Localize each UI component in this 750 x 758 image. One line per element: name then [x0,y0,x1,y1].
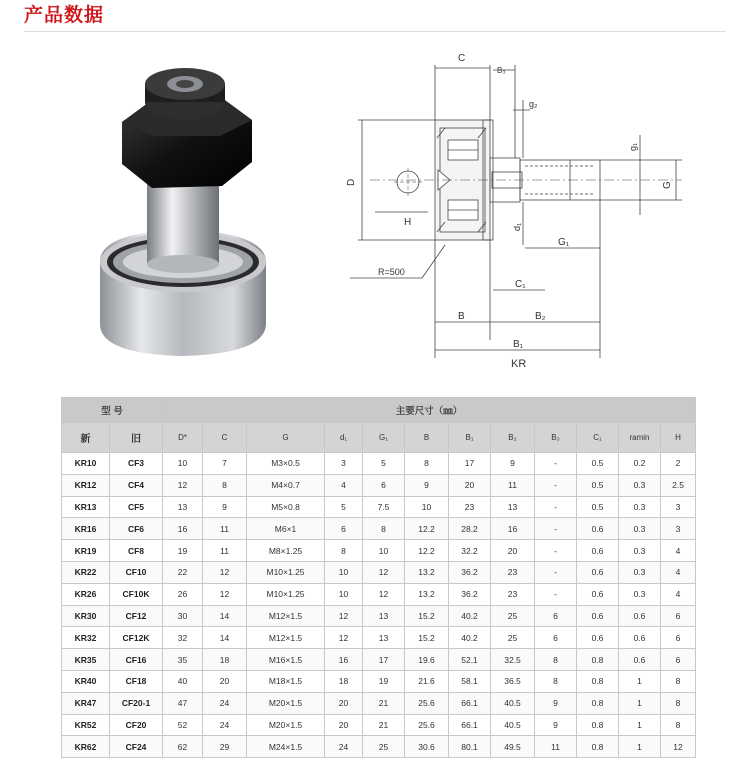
column-header: C [203,423,247,453]
table-row [62,670,696,692]
dimension-cell: - [535,496,577,518]
dimension-cell: 24 [203,692,247,714]
label-G1: G₁ [558,237,570,248]
table-row [62,540,696,562]
dimension-cell: 30.6 [405,736,449,758]
dimension-cell: - [535,453,577,475]
table-row [62,561,696,583]
dimension-cell: M20×1.5 [247,692,325,714]
column-header: G₁ [363,423,405,453]
dimension-cell: 12 [325,627,363,649]
label-B3: B₃ [497,66,506,75]
dimension-cell: 13 [491,496,535,518]
dimension-cell: 1 [619,736,661,758]
dimension-cell: 8 [203,474,247,496]
model-new-cell: KR30 [62,605,110,627]
table-row [62,496,696,518]
dimension-cell: 17 [363,649,405,671]
column-header: C₁ [577,423,619,453]
dimension-cell: 9 [535,692,577,714]
dimension-cell: 12 [203,583,247,605]
dimension-cell: 25.6 [405,692,449,714]
dimension-cell: 0.2 [619,453,661,475]
model-old-cell: CF3 [110,453,163,475]
dimension-cell: 49.5 [491,736,535,758]
table-row [62,692,696,714]
dimension-cell: 9 [491,453,535,475]
dimension-cell: 23 [449,496,491,518]
dimension-cell: 15.2 [405,605,449,627]
dimension-cell: 12 [163,474,203,496]
dimension-cell: 9 [203,496,247,518]
dimension-cell: 12.2 [405,518,449,540]
dimension-cell: 7.5 [363,496,405,518]
label-B1: B₁ [513,339,524,350]
dimension-cell: 25 [491,605,535,627]
dimension-cell: M12×1.5 [247,605,325,627]
model-new-cell: KR32 [62,627,110,649]
dimension-cell: M5×0.8 [247,496,325,518]
dimension-cell: 40.5 [491,714,535,736]
dimension-cell: 1 [619,670,661,692]
label-d1: d₁ [512,222,522,231]
model-old-cell: CF6 [110,518,163,540]
dimension-cell: 8 [661,670,696,692]
column-header: B [405,423,449,453]
dimension-cell: 11 [203,518,247,540]
model-old-cell: CF10 [110,561,163,583]
dimension-cell: 16 [163,518,203,540]
col-new: 新 [62,423,110,453]
dimension-cell: 12 [325,605,363,627]
label-C: C [458,53,466,64]
dimension-cell: 6 [661,605,696,627]
table-row [62,649,696,671]
dimension-cell: 13 [363,605,405,627]
column-header: B₁ [449,423,491,453]
dimension-cell: 13 [363,627,405,649]
dimension-cell: 80.1 [449,736,491,758]
dimension-cell: 0.5 [577,474,619,496]
dimension-cell: 7 [203,453,247,475]
model-old-cell: CF20-1 [110,692,163,714]
model-new-cell: KR47 [62,692,110,714]
dimension-cell: 40.2 [449,627,491,649]
model-new-cell: KR40 [62,670,110,692]
model-new-cell: KR10 [62,453,110,475]
dimension-cell: 12 [661,736,696,758]
dimension-cell: 10 [405,496,449,518]
dimension-cell: 18 [203,649,247,671]
dimension-cell: 32.2 [449,540,491,562]
dimension-cell: 0.3 [619,561,661,583]
dimension-cell: 8 [661,692,696,714]
dimension-cell: 0.8 [577,736,619,758]
dimension-cell: 14 [203,627,247,649]
dimension-cell: 62 [163,736,203,758]
dimension-cell: 12.2 [405,540,449,562]
dimension-cell: 0.3 [619,583,661,605]
dimension-cell: 58.1 [449,670,491,692]
dimension-cell: 25 [363,736,405,758]
dimension-cell: 8 [405,453,449,475]
label-model: KR [511,358,527,370]
dimension-cell: 2 [661,453,696,475]
dimension-cell: 66.1 [449,692,491,714]
dimension-cell: 21.6 [405,670,449,692]
dimension-cell: 12 [363,561,405,583]
label-D: D [346,178,357,186]
dimension-cell: 32 [163,627,203,649]
dimension-cell: 6 [535,605,577,627]
dimension-cell: 30 [163,605,203,627]
model-old-cell: CF4 [110,474,163,496]
dimension-cell: 0.6 [619,605,661,627]
dimension-cell: 21 [363,692,405,714]
dimension-cell: 8 [661,714,696,736]
model-old-cell: CF24 [110,736,163,758]
dimension-cell: 10 [325,583,363,605]
dimension-cell: 0.5 [577,453,619,475]
dimension-cell: M10×1.25 [247,561,325,583]
table-row [62,714,696,736]
dimension-cell: 25.6 [405,714,449,736]
dimension-cell: 0.6 [577,561,619,583]
table-row [62,583,696,605]
table-row [62,627,696,649]
dimension-cell: 20 [325,714,363,736]
column-header: d₁ [325,423,363,453]
column-header: B₃ [535,423,577,453]
dimension-cell: 1 [619,692,661,714]
dimension-cell: 14 [203,605,247,627]
label-B: B [458,311,465,322]
dimension-cell: 3 [661,496,696,518]
model-new-cell: KR35 [62,649,110,671]
dimension-cell: 19.6 [405,649,449,671]
dimension-cell: 0.6 [619,627,661,649]
model-new-cell: KR16 [62,518,110,540]
title-divider [24,31,726,32]
dimension-cell: 6 [325,518,363,540]
dimension-cell: 19 [363,670,405,692]
dimension-cell: 20 [491,540,535,562]
model-old-cell: CF5 [110,496,163,518]
dimension-cell: 6 [535,627,577,649]
dimension-cell: 0.3 [619,540,661,562]
dimension-cell: 8 [535,649,577,671]
model-new-cell: KR52 [62,714,110,736]
dimension-cell: 8 [535,670,577,692]
dimension-cell: 20 [449,474,491,496]
dimension-cell: M10×1.25 [247,583,325,605]
model-new-cell: KR12 [62,474,110,496]
dimension-cell: M8×1.25 [247,540,325,562]
dimension-cell: M4×0.7 [247,474,325,496]
dimension-cell: - [535,474,577,496]
model-old-cell: CF12 [110,605,163,627]
dimension-cell: 10 [363,540,405,562]
dimension-cell: M20×1.5 [247,714,325,736]
table-row [62,474,696,496]
label-g1: g₁ [628,142,638,151]
dimension-cell: 13.2 [405,561,449,583]
dimension-cell: 11 [203,540,247,562]
dimension-cell: - [535,561,577,583]
dimension-cell: 2.5 [661,474,696,496]
dimension-cell: - [535,583,577,605]
dimension-cell: 26 [163,583,203,605]
label-R: R=500 [378,267,405,277]
dimension-cell: 0.6 [577,540,619,562]
label-C1: C₁ [515,279,526,290]
column-header: D* [163,423,203,453]
dimension-cell: 36.5 [491,670,535,692]
dimension-cell: 6 [661,627,696,649]
dimension-cell: 24 [325,736,363,758]
dimension-cell: 35 [163,649,203,671]
dimension-cell: 8 [325,540,363,562]
table-row [62,605,696,627]
dimension-cell: M6×1 [247,518,325,540]
dimension-cell: 10 [325,561,363,583]
dimension-cell: 0.3 [619,496,661,518]
page-title: 产品数据 [24,4,105,26]
dimension-cell: 0.5 [577,496,619,518]
dimension-cell: 40 [163,670,203,692]
dimension-cell: 32.5 [491,649,535,671]
label-G: G [662,181,673,189]
column-header: G [247,423,325,453]
dimension-cell: 4 [661,540,696,562]
dimension-cell: - [535,540,577,562]
table-row [62,736,696,758]
dimension-cell: 0.6 [577,605,619,627]
dimension-cell: 16 [491,518,535,540]
dimension-cell: 0.8 [577,670,619,692]
dimension-cell: 40.5 [491,692,535,714]
dimension-cell: 1 [619,714,661,736]
model-old-cell: CF10K [110,583,163,605]
dimension-cell: M16×1.5 [247,649,325,671]
dimension-cell: 5 [325,496,363,518]
spec-table [61,397,696,758]
dimension-cell: 4 [661,561,696,583]
dimension-cell: 13.2 [405,583,449,605]
dimension-cell: 0.8 [577,692,619,714]
dimension-cell: 36.2 [449,561,491,583]
model-new-cell: KR26 [62,583,110,605]
dimension-cell: 11 [535,736,577,758]
dimension-cell: 6 [363,474,405,496]
label-g2: g₂ [529,99,538,109]
dimension-cell: 3 [661,518,696,540]
model-new-cell: KR19 [62,540,110,562]
dimension-cell: 0.6 [577,583,619,605]
column-header: ramin [619,423,661,453]
dimension-cell: 12 [203,561,247,583]
dimension-cell: 36.2 [449,583,491,605]
model-group-header: 型 号 [62,398,163,423]
dimension-cell: 18 [325,670,363,692]
dimension-cell: 40.2 [449,605,491,627]
model-old-cell: CF16 [110,649,163,671]
table-row [62,518,696,540]
dimension-cell: 66.1 [449,714,491,736]
dimension-cell: 52.1 [449,649,491,671]
dimension-cell: 52 [163,714,203,736]
dimension-cell: M18×1.5 [247,670,325,692]
dimension-cell: 5 [363,453,405,475]
model-old-cell: CF8 [110,540,163,562]
dimension-cell: 8 [363,518,405,540]
dimension-cell: 25 [491,627,535,649]
dimension-cell: 21 [363,714,405,736]
dimension-cell: 22 [163,561,203,583]
dimension-cell: 17 [449,453,491,475]
dimension-cell: 16 [325,649,363,671]
dimension-cell: 0.6 [577,518,619,540]
model-new-cell: KR22 [62,561,110,583]
dimension-cell: 20 [325,692,363,714]
bearing-photo [90,62,300,362]
dimension-cell: 9 [535,714,577,736]
model-new-cell: KR13 [62,496,110,518]
dimension-cell: 4 [661,583,696,605]
dimension-cell: 19 [163,540,203,562]
dimension-cell: M3×0.5 [247,453,325,475]
model-old-cell: CF12K [110,627,163,649]
dimension-cell: 0.6 [619,649,661,671]
col-old: 旧 [110,423,163,453]
model-new-cell: KR62 [62,736,110,758]
dimension-cell: 0.8 [577,714,619,736]
dimension-cell: - [535,518,577,540]
dimension-cell: 10 [163,453,203,475]
column-header: H [661,423,696,453]
table-row [62,453,696,475]
dimension-cell: M12×1.5 [247,627,325,649]
dimension-cell: 0.8 [577,649,619,671]
dimension-cell: 11 [491,474,535,496]
technical-drawing [330,40,730,375]
dimension-cell: 20 [203,670,247,692]
dimension-cell: 29 [203,736,247,758]
dimension-cell: 13 [163,496,203,518]
dimension-cell: 12 [363,583,405,605]
dimension-cell: 47 [163,692,203,714]
model-old-cell: CF20 [110,714,163,736]
dimension-cell: M24×1.5 [247,736,325,758]
dimensions-group-header: 主要尺寸（㎜） [163,398,696,423]
dimension-cell: 24 [203,714,247,736]
model-old-cell: CF18 [110,670,163,692]
dimension-cell: 23 [491,561,535,583]
column-header: B₂ [491,423,535,453]
dimension-cell: 0.6 [577,627,619,649]
label-H: H [404,217,412,228]
dimension-cell: 4 [325,474,363,496]
label-B2: B₂ [535,311,546,322]
dimension-cell: 15.2 [405,627,449,649]
dimension-cell: 28.2 [449,518,491,540]
dimension-cell: 23 [491,583,535,605]
dimension-cell: 0.3 [619,474,661,496]
dimension-cell: 3 [325,453,363,475]
dimension-cell: 0.3 [619,518,661,540]
dimension-cell: 9 [405,474,449,496]
dimension-cell: 6 [661,649,696,671]
